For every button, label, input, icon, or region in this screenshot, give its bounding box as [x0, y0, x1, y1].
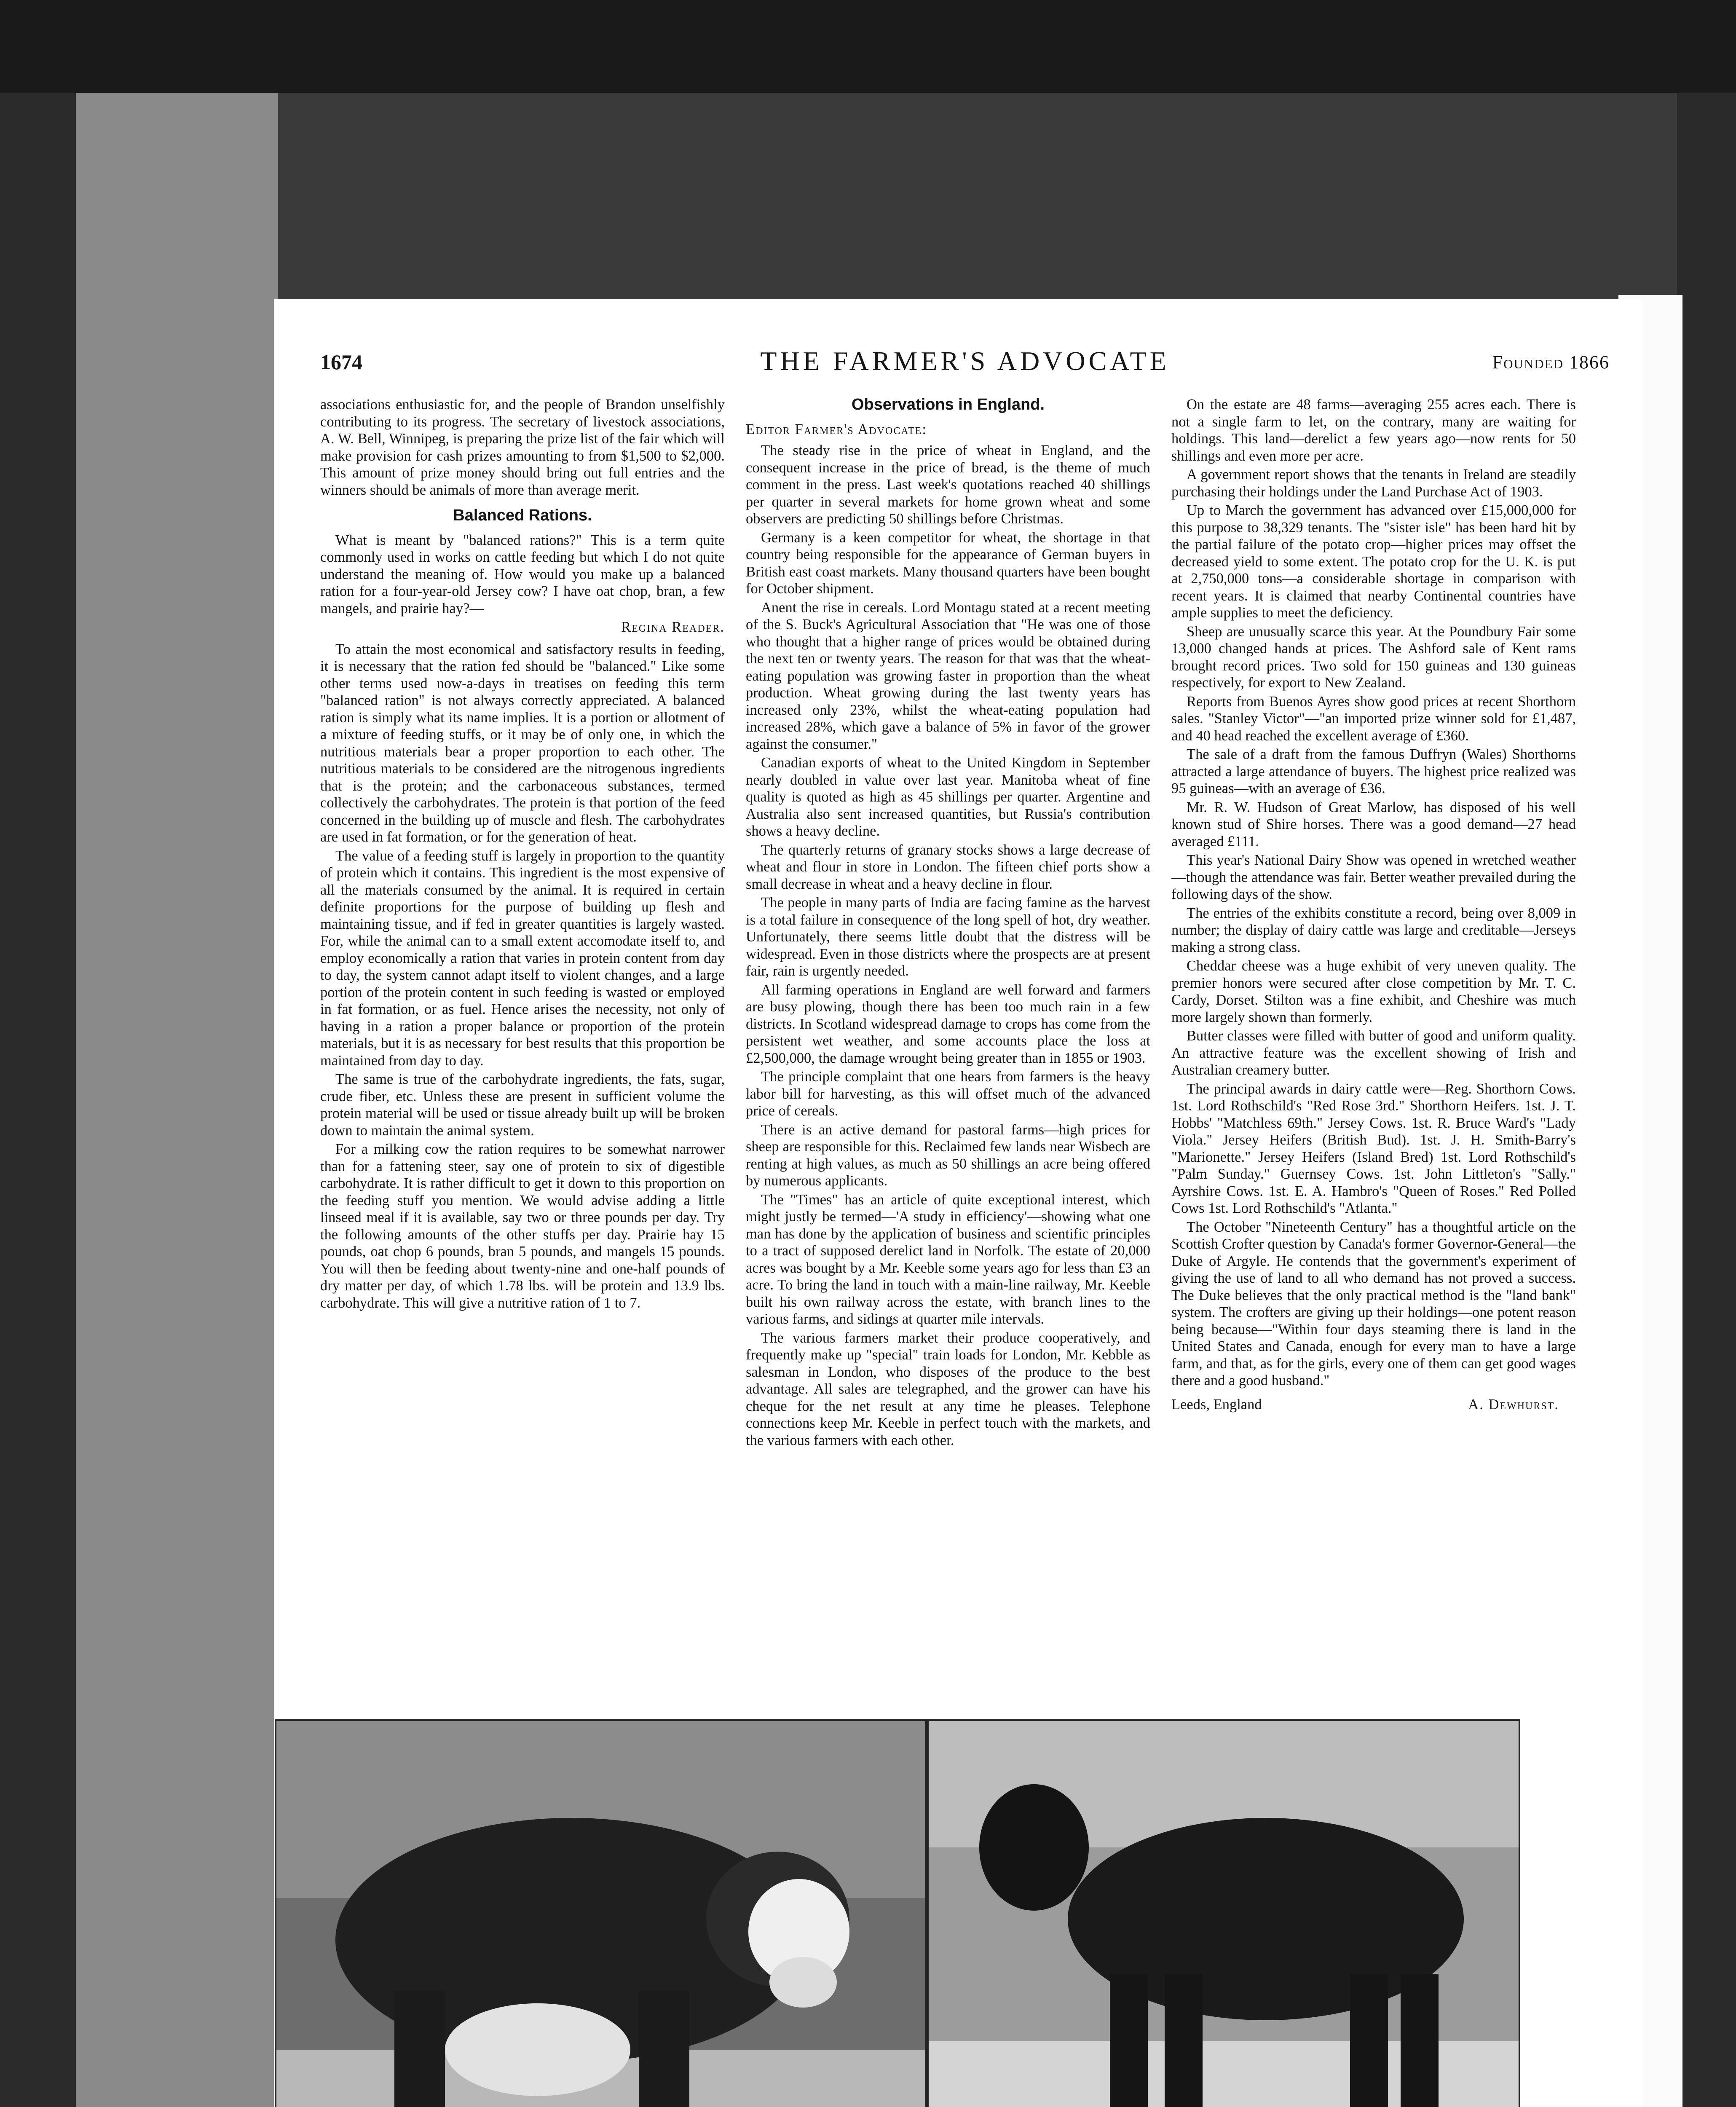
article-paragraph: On the estate are 48 farms—averaging 255 acres each. There is not a single farm to let, on the contrary, many are waiting for holdings. This land—derelict a few years ago—now rents for 50 shillings and even more per acre.	[1171, 397, 1576, 464]
scan-top-shadow	[0, 0, 1736, 93]
article-paragraph: The October "Nineteenth Century" has a thoughtful article on the Scottish Crofter question by Canada's former Governor-General—the Duke of Argyle. He contends that the government's experiment of giving the use of land to all who demand has not proved a success. The Duke believes that the only practical method is the "land bank" system. The crofters are giving up their holdings—one potent reason being because—"Within four days steaming there is land in the United States and Canada, enough for every man to have a large farm, and that, as for the girls, every one of them can get good wages there and a good husband."	[1171, 1219, 1576, 1389]
page-number: 1674	[320, 350, 362, 374]
dateline	[1171, 1396, 1576, 1413]
column-right	[1171, 396, 1576, 1413]
article-paragraph: This year's National Dairy Show was opened in wretched weather—though the attendance was fair. Better weather prevailed during the following days of the show.	[1171, 852, 1576, 902]
article-paragraph: The quarterly returns of granary stocks shows a large decrease of wheat and flour in store in London. The fifteen chief ports show a small decrease in wheat and a heavy decline in flour.	[746, 842, 1150, 892]
dateline-place: Leeds, England	[1171, 1396, 1262, 1413]
article-paragraph: The value of a feeding stuff is largely in proportion to the quantity of protein which it contains. This ingredient is the most expensive of all the materials consumed by the animal. It is required in certain definite proportions for the purpose of building up flesh and maintaining tissue, and if fed in greater quantities is largely wasted. For, while the animal can to a small extent accomodate itself to, and employ economically a ration that varies in protein content from day to day, the system cannot adapt itself to violent changes, and a large portion of the protein content in such feeding is wasted or employed in fat formation, or as fuel. Hence arises the necessity, not only of having in a ration a proper balance or proportion of the protein materials, but it is as necessary for best results that this proportion be maintained from day to day.	[320, 847, 725, 1069]
article-paragraph: Mr. R. W. Hudson of Great Marlow, has disposed of his well known stud of Shire horses. There was a good demand—27 head averaged £111.	[1171, 799, 1576, 850]
article-paragraph: Anent the rise in cereals. Lord Montagu stated at a recent meeting of the S. Buck's Agricultural Association that "He was one of those who thought that a higher range of prices would be obtained during the next ten or twenty years. The reason for that was that the wheat-eating population was growing faster in proportion than the wheat production. Wheat growing during the last twenty years has increased only 23%, whilst the wheat-eating population had increased 28%, which gave a balance of 5% in favor of the grower against the consumer."	[746, 599, 1150, 752]
editor-salutation: Editor Farmer's Advocate:	[746, 421, 927, 437]
article-paragraph: Up to March the government has advanced over £15,000,000 for this purpose to 38,329 tenants. The "sister isle" has been hard hit by the partial failure of the potato crop—higher prices may offset the decreased yield to some extent. The potato crop for the U. K. is put at 2,750,000 tons—a considerable shortage in comparison with recent years. It is claimed that nearby Continental countries have ample supplies to meet the deficiency.	[1171, 502, 1576, 621]
article-paragraph: Germany is a keen competitor for wheat, the shortage in that country being responsible for the appearance of German buyers in British east coast markets. Many thousand quarters have been bought for October shipment.	[746, 529, 1150, 597]
intro-paragraph: associations enthusiastic for, and the people of Brandon unselfishly contributing to its progress. The secretary of livestock associations, A. W. Bell, Winnipeg, is preparing the prize list of the fair which will make provision for cash prizes amounting to from $1,500 to $2,000. This amount of prize money should bring out full entries and the winners should be animals of more than average merit.	[320, 397, 725, 498]
newspaper-page	[274, 299, 1643, 2107]
scan-band-shadow	[76, 93, 1736, 303]
article-paragraph: The various farmers market their produce cooperatively, and frequently make up "special" train loads for London, Mr. Kebble as salesman in London, who disposes of the produce to the best advantage. All sales are telegraphed, and the grower can have his cheque for the net result at any time he pleases. Telephone connections keep Mr. Keeble in perfect touch with the markets, and the various farmers with each other.	[746, 1330, 1150, 1448]
balanced-rations-title: Balanced Rations.	[453, 507, 592, 524]
page-header	[320, 346, 1610, 383]
reader-signature: Regina Reader.	[621, 619, 725, 635]
author-signature: A. Dewhurst.	[1468, 1396, 1559, 1413]
jersey-cow-illustration	[929, 1721, 1519, 2107]
observations-title: Observations in England.	[851, 396, 1045, 413]
article-paragraph: The entries of the exhibits constitute a record, being over 8,009 in number; the display of dairy cattle was large and creditable—Jerseys making a strong class.	[1171, 905, 1576, 955]
scan-left-edge	[0, 93, 76, 2107]
article-paragraph: The principal awards in dairy cattle were—Reg. Shorthorn Cows. 1st. Lord Rothschild's "Red Rose 3rd." Shorthorn Heifers. 1st. J. T. Hobbs' "Matchless 69th." Jersey Cows. 1st. R. Bruce Ward's "Lady Viola." Jersey Heifers (British Bud). 1st. J. H. Smith-Barry's "Marionette." Jersey Heifers (Island Bred) 1st. Lord Rothschild's "Palm Sunday." Guernsey Cows. 1st. John Littleton's "Sally." Ayrshire Cows. 1st. E. A. Hambro's "Queen of Roses." Red Polled Cows 1st. Lord Rothschild's "Atlanta."	[1171, 1080, 1576, 1216]
article-paragraph: Reports from Buenos Ayres show good prices at recent Shorthorn sales. "Stanley Victor"—"an imported prize winner sold for £1,487, and 40 head reached the excellent average of £360.	[1171, 693, 1576, 744]
article-paragraph: To attain the most economical and satisfactory results in feeding, it is necessary that the ration fed should be "balanced." Like some other terms used now-a-days in treatises on feeding this term "balanced ration" is not always correctly appreciated. A balanced ration is simply what its name implies. It is a portion or allotment of a mixture of feeding stuffs, or it may be of only one, in which the nutritious materials bear a proper proportion to each other. The nutritious materials to be considered are the nitrogenous ingredients that is the protein; and the carbonaceous substances, termed collectively the carbohydrates. The protein is that portion of the feed concerned in the building up of muscle and flesh. The carbohydrates are used in fat formation, or for the generation of heat.	[320, 641, 725, 845]
article-paragraph: Sheep are unusually scarce this year. At the Poundbury Fair some 13,000 changed hands at prices. The Ashford sale of Kent rams brought record prices. Two sold for 150 guineas and 130 guineas respectively, for export to New Zealand.	[1171, 623, 1576, 691]
article-paragraph: Butter classes were filled with butter of good and uniform quality. An attractive feature was the excellent showing of Irish and Australian creamery butter.	[1171, 1028, 1576, 1078]
article-paragraph: The people in many parts of India are facing famine as the harvest is a total failure in consequence of the long spell of hot, dry weather. Unfortunately, there seems little doubt that the distress will be widespread. Even in those districts where the prospects are at present fair, rain is urgently needed.	[746, 895, 1150, 979]
reader-question: What is meant by "balanced rations?" This is a term quite commonly used in works on cattle feeding but which I do not quite understand the meaning of. How would you make up a balanced ration for a four-year-old Jersey cow? I have oat chop, bran, a few mangels, and prairie hay?—	[320, 532, 725, 617]
founded-line: Founded 1866	[1492, 352, 1610, 373]
hereford-bull-photo	[275, 1719, 927, 2107]
hereford-bull-illustration	[276, 1721, 925, 2107]
scan-right-edge	[1677, 93, 1736, 2107]
column-middle	[746, 396, 1150, 1450]
article-paragraph: The sale of a draft from the famous Duffryn (Wales) Shorthorns attracted a large attendance of buyers. The highest price realized was 95 guineas—with an average of £36.	[1171, 746, 1576, 796]
article-paragraph: Canadian exports of wheat to the United Kingdom in September nearly doubled in value over last year. Manitoba wheat of fine quality is quoted as high as 45 shillings per quarter. Argentine and Australia also sent increased quantities, but Russia's contribution shows a heavy decline.	[746, 755, 1150, 839]
article-paragraph: The same is true of the carbohydrate ingredients, the fats, sugar, crude fiber, etc. Unless these are present in sufficient volume the protein material will be used or tissue already built up will be broken down to maintain the animal system.	[320, 1071, 725, 1139]
article-paragraph: The steady rise in the price of wheat in England, and the consequent increase in the price of bread, is the theme of much comment in the press. Last week's quotations reached 40 shillings per quarter in several markets for home grown wheat and some observers are predicting 50 shillings before Christmas.	[746, 442, 1150, 527]
article-paragraph: There is an active demand for pastoral farms—high prices for sheep are responsible for this. Reclaimed few lands near Wisbech are renting at high values, as much as 50 shillings an acre being offered by numerous applicants.	[746, 1121, 1150, 1189]
scan-left-margin	[76, 93, 278, 2107]
jersey-cow-photo	[927, 1719, 1520, 2107]
article-paragraph: The principle complaint that one hears from farmers is the heavy labor bill for harvesting, as this will offset much of the advanced price of cereals.	[746, 1069, 1150, 1119]
article-paragraph: Cheddar cheese was a huge exhibit of very uneven quality. The premier honors were secured after close competition by Mr. T. C. Cardy, Dorset. Stilton was a fine exhibit, and Cheshire was much more largely shown than formerly.	[1171, 958, 1576, 1025]
column-left	[320, 396, 725, 1313]
article-paragraph: A government report shows that the tenants in Ireland are steadily purchasing their holdings under the Land Purchase Act of 1903.	[1171, 466, 1576, 500]
article-paragraph: The "Times" has an article of quite exceptional interest, which might justly be termed—'A study in efficiency'—showing what one man has done by the application of business and scientific principles to a tract of supposed derelict land in Norfolk. The estate of 20,000 acres was bought by a Mr. Keeble some years ago for less than £3 an acre. To bring the land in touch with a main-line railway, Mr. Keeble built his own railway across the estate, with branch lines to the various farms, and sidings at quarter mile intervals.	[746, 1191, 1150, 1327]
journal-title: THE FARMER'S ADVOCATE	[760, 346, 1170, 376]
article-paragraph: All farming operations in England are well forward and farmers are busy plowing, though there has been too much rain in a few districts. In Scotland widespread damage to crops has come from the persistent wet weather, and some accounts place the loss at £2,500,000, the damage wrought being greater than in 1855 or 1903.	[746, 981, 1150, 1066]
article-paragraph: For a milking cow the ration requires to be somewhat narrower than for a fattening steer, say one of protein to six of digestible carbohydrate. It is rather difficult to get it down to this proportion on the feeding stuff you mention. We would advise adding a little linseed meal if it is available, say two or three pounds per day. Try the following amounts of the other stuffs per day. Prairie hay 15 pounds, oat chop 6 pounds, bran 5 pounds, and mangels 15 pounds. You will then be feeding about twenty-nine and one-half pounds of dry matter per day, of which 1.78 lbs. will be protein and 13.9 lbs. carbohydrate. This will give a nutritive ration of 1 to 7.	[320, 1141, 725, 1311]
